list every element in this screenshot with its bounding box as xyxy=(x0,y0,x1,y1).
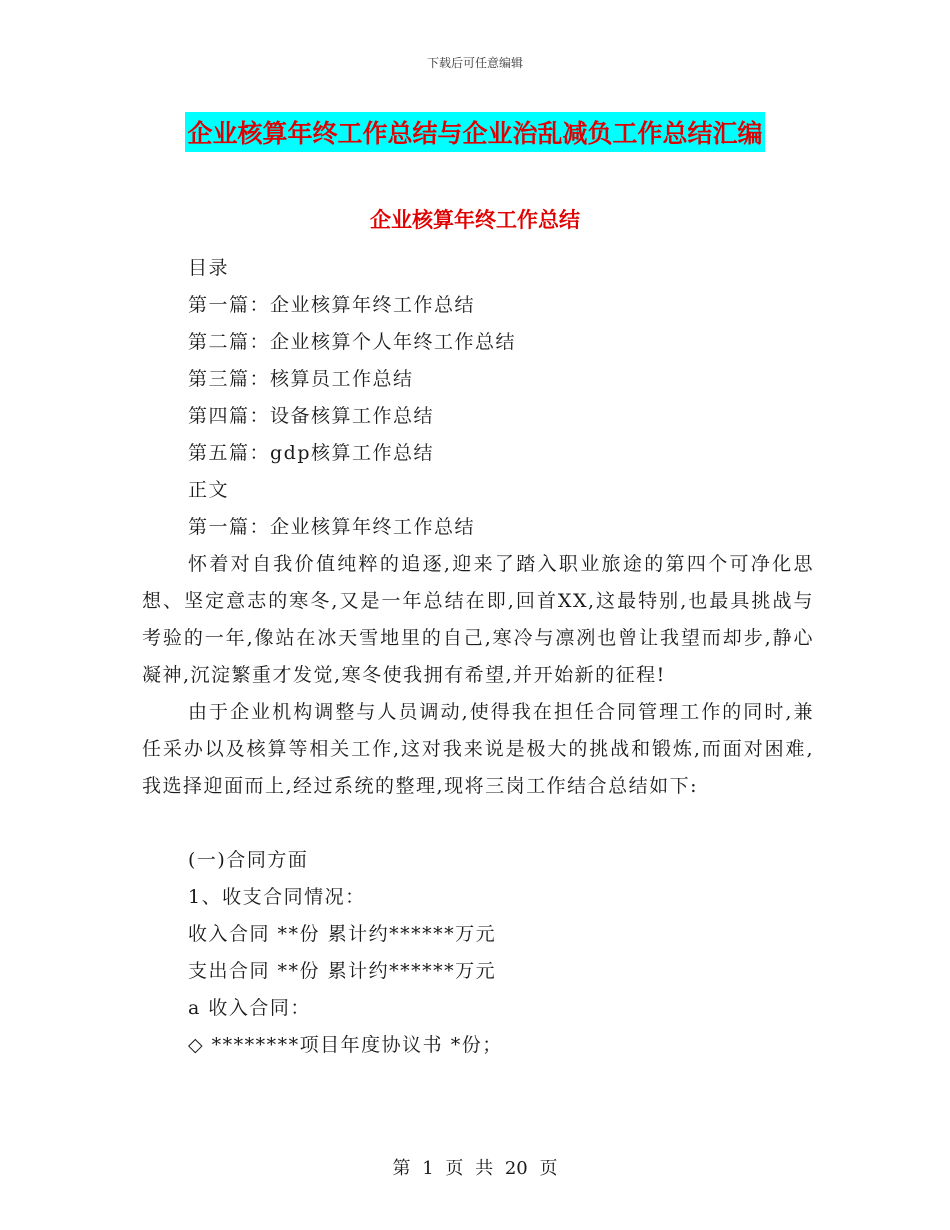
list-line: 1、收支合同情况： xyxy=(188,886,366,908)
toc-item: 第二篇：企业核算个人年终工作总结 xyxy=(188,331,517,353)
list-line: 收入合同 **份 累计约******万元 xyxy=(188,923,497,945)
toc-item: 第五篇：gdp核算工作总结 xyxy=(188,442,434,464)
body-heading: 正文 xyxy=(188,479,230,501)
sub-title: 企业核算年终工作总结 xyxy=(370,208,580,232)
spacer xyxy=(142,805,814,842)
paragraph: 怀着对自我价值纯粹的追逐,迎来了踏入职业旅途的第四个可净化思想、坚定意志的寒冬,又是一年总结在即,回首XX,这最特别,也最具挑战与考验的一年,像站在冰天雪地里的自己,寒冷与凛冽也曾让我望而却步,静心凝神,沉淀繁重才发觉,寒冬使我拥有希望,并开始新的征程! xyxy=(142,553,814,686)
main-title: 企业核算年终工作总结与企业治乱减负工作总结汇编 xyxy=(185,112,764,152)
toc-item: 第一篇：企业核算年终工作总结 xyxy=(188,294,476,316)
main-title-container xyxy=(0,112,950,152)
header-note: 下载后可任意编辑 xyxy=(426,56,523,70)
list-line: 支出合同 **份 累计约******万元 xyxy=(188,960,497,982)
page-footer: 第 1 页 共 20 页 xyxy=(392,1158,558,1179)
toc-item: 第三篇：核算员工作总结 xyxy=(188,368,414,390)
list-line: ◇ ********项目年度协议书 *份； xyxy=(188,1034,503,1056)
list-line: (一)合同方面 xyxy=(188,849,309,871)
toc-heading: 目录 xyxy=(188,257,230,279)
paragraph: 由于企业机构调整与人员调动,使得我在担任合同管理工作的同时,兼任采办以及核算等相关工作,这对我来说是极大的挑战和锻炼,而面对困难,我选择迎面而上,经过系统的整理,现将三岗工作结合总结如下: xyxy=(142,701,814,797)
list-line: a 收入合同： xyxy=(188,997,311,1019)
document-body xyxy=(142,250,814,1064)
section-title: 第一篇：企业核算年终工作总结 xyxy=(188,516,476,538)
toc-item: 第四篇：设备核算工作总结 xyxy=(188,405,435,427)
